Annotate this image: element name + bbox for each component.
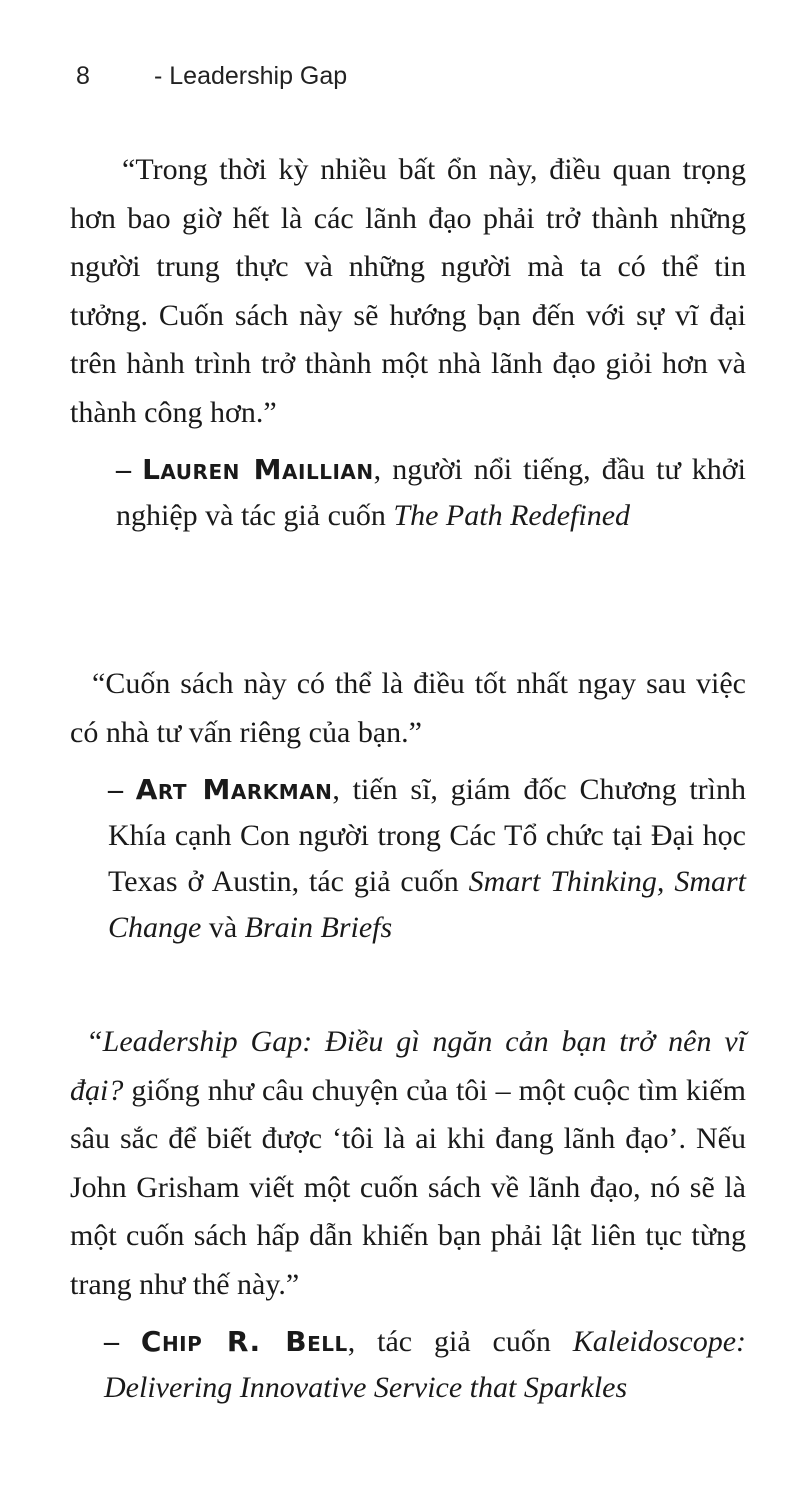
quote-block-1 bbox=[70, 146, 746, 539]
attribution-1 bbox=[70, 447, 746, 539]
quote-text-1: “Trong thời kỳ nhiều bất ổn này, điều quan trọng hơn bao giờ hết là các lãnh đạo phải trở thành những người trung thực và những người mà ta có thể tin tưởng. Cuốn sách này sẽ hướng bạn đến với sự vĩ đại trên hành trình trở thành một nhà lãnh đạo giỏi hơn và thành công hơn.” bbox=[70, 153, 746, 429]
running-header bbox=[76, 62, 347, 91]
book-title-3: Kaleidoscope: Delivering Innovative Service that Sparkles bbox=[104, 1325, 747, 1404]
book-title-2a: Smart Thinking, Smart Change bbox=[108, 865, 746, 944]
quote-text-3-italic: “Leadership Gap: Điều gì ngăn cản bạn trở nên vĩ đại? bbox=[70, 1025, 746, 1107]
quote-block-2 bbox=[70, 660, 746, 951]
book-title-1: The Path Redefined bbox=[393, 499, 631, 532]
attribution-text-3 bbox=[104, 1319, 746, 1411]
author-name-1: Lauren Maillian bbox=[142, 453, 374, 486]
attribution-2 bbox=[70, 767, 746, 951]
author-name-2: Art Markman bbox=[135, 773, 333, 806]
quote-text-3-plain: giống như câu chuyện của tôi – một cuộc tìm kiếm sâu sắc để biết được ‘tôi là ai khi đang lãnh đạo’. Nếu John Grisham viết một cuốn sách về lãnh đạo, nó sẽ là một cuốn sách hấp dẫn khiến bạn phải lật liên tục từng trang như thế này.” bbox=[70, 1073, 746, 1301]
quote-text-3 bbox=[70, 1018, 746, 1309]
author-description-3: , tác giả cuốn bbox=[347, 1325, 573, 1358]
attribution-dash: – bbox=[108, 773, 123, 806]
quote-block-3 bbox=[70, 1018, 746, 1411]
author-description-1: , người nổi tiếng, đầu tư khởi nghiệp và tác giả cuốn bbox=[116, 453, 747, 532]
author-description-2: , tiến sĩ, giám đốc Chương trình Khía cạnh Con người trong Các Tổ chức tại Đại học Texas ở Austin, tác giả cuốn bbox=[108, 773, 746, 898]
page-number: 8 bbox=[76, 62, 90, 90]
author-name-3: Chip R. Bell bbox=[140, 1325, 348, 1358]
attribution-text-2 bbox=[108, 767, 746, 951]
attribution-3 bbox=[70, 1319, 746, 1411]
quote-text-2: “Cuốn sách này có thể là điều tốt nhất ngay sau việc có nhà tư vấn riêng của bạn.” bbox=[70, 667, 746, 749]
attribution-text-1 bbox=[116, 447, 746, 539]
conjunction: và bbox=[201, 911, 245, 944]
attribution-dash: – bbox=[104, 1325, 119, 1358]
book-title-2b: Brain Briefs bbox=[244, 911, 393, 944]
attribution-dash: – bbox=[116, 453, 131, 486]
running-title: - Leadership Gap bbox=[154, 62, 348, 90]
